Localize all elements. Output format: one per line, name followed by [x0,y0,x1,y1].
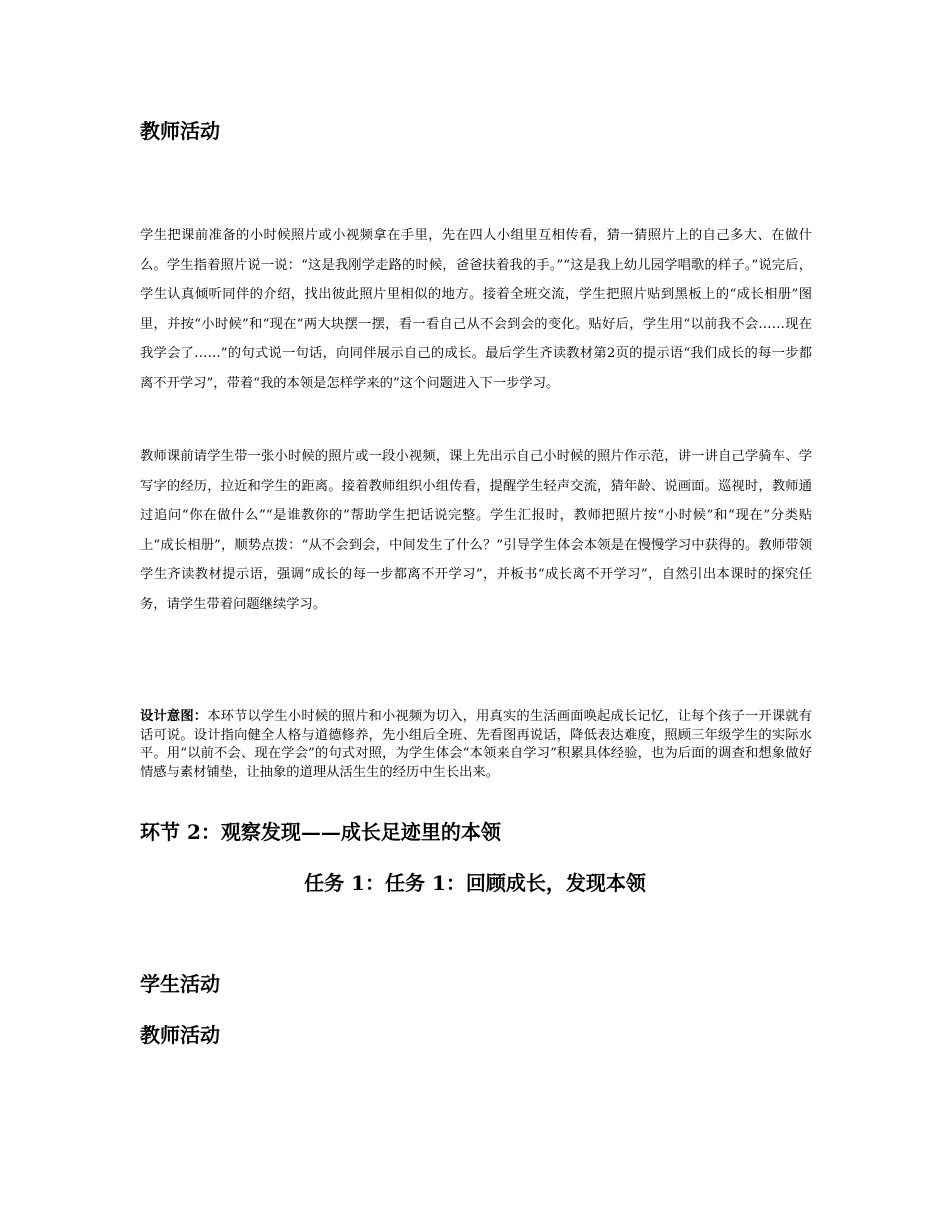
design-intent-label: 设计意图： [140,709,208,724]
design-intent-paragraph [140,708,812,782]
teacher-activity-heading-2: 教师活动 [140,1023,220,1047]
teacher-activity-heading: 教师活动 [140,119,220,143]
student-activity-heading: 学生活动 [140,972,220,996]
section-2-title: 环节 2：观察发现——成长足迹里的本领 [140,820,501,844]
teacher-activity-paragraph: 教师课前请学生带一张小时候的照片或一段小视频，课上先出示自己小时候的照片作示范，讲一讲自己学骑车、学写字的经历，拉近和学生的距离。接着教师组织小组传看，提醒学生轻声交流，猜年龄、说画面。巡视时，教师通过追问“你在做什么”“是谁教你的”帮助学生把话说完整。学生汇报时，教师把照片按“小时候”和“现在”分类贴上“成长相册”，顺势点拨：“从不会到会，中间发生了什么？”引导学生体会本领是在慢慢学习中获得的。教师带领学生齐读教材提示语，强调“成长的每一步都离不开学习”，并板书“成长离不开学习”，自然引出本课时的探究任务，请学生带着问题继续学习。 [140,449,812,612]
student-activity-paragraph: 学生把课前准备的小时候照片或小视频拿在手里，先在四人小组里互相传看，猜一猜照片上的自己多大、在做什么。学生指着照片说一说：“这是我刚学走路的时候，爸爸扶着我的手。”“这是我上幼儿园学唱歌的样子。”说完后，学生认真倾听同伴的介绍，找出彼此照片里相似的地方。接着全班交流，学生把照片贴到黑板上的“成长相册”图里，并按“小时候”和“现在”两大块摆一摆，看一看自己从不会到会的变化。贴好后，学生用“以前我不会……现在我学会了……”的句式说一句话，向同伴展示自己的成长。最后学生齐读教材第2页的提示语“我们成长的每一步都离不开学习”，带着“我的本领是怎样学来的”这个问题进入下一步学习。 [140,228,812,391]
design-intent-text: 本环节以学生小时候的照片和小视频为切入，用真实的生活画面唤起成长记忆，让每个孩子一开课就有话可说。设计指向健全人格与道德修养，先小组后全班、先看图再说话，降低表达难度，照顾三年级学生的实际水平。用“以前不会、现在学会”的句式对照，为学生体会“本领来自学习”积累具体经验，也为后面的调查和想象做好情感与素材铺垫，让抽象的道理从活生生的经历中生长出来。 [140,709,813,780]
task-1-title: 任务 1：任务 1：回顾成长，发现本领 [304,871,646,895]
